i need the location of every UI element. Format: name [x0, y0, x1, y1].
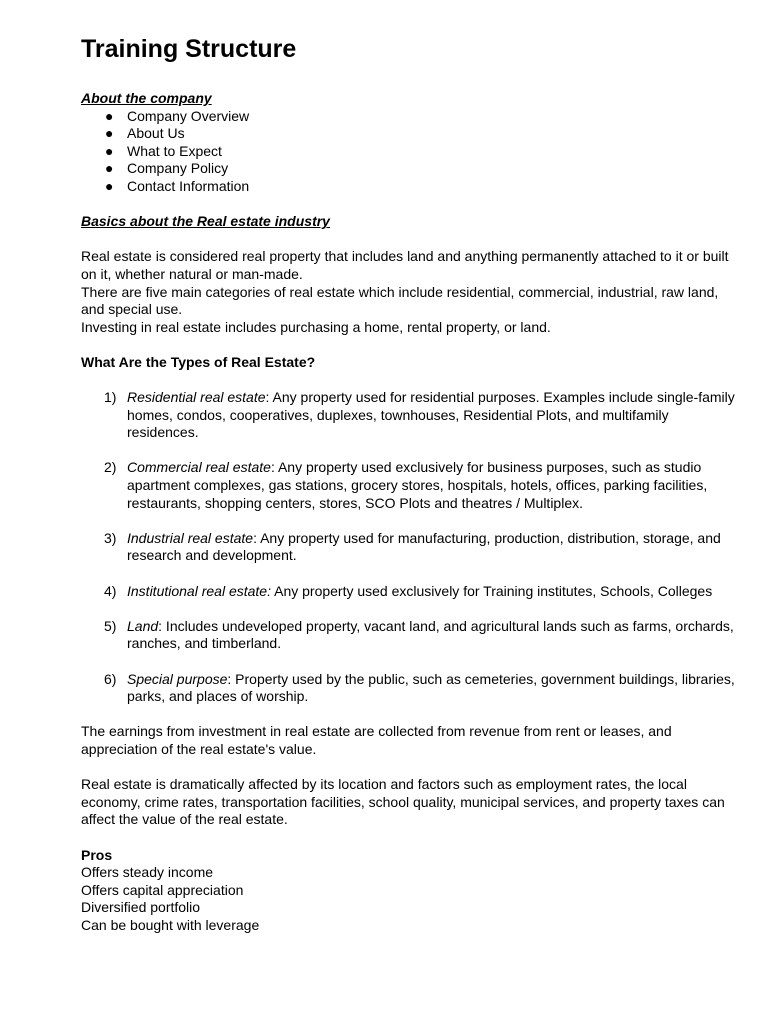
pros-heading: Pros [81, 846, 113, 863]
bullet-icon: ● [105, 107, 114, 124]
basics-heading: Basics about the Real estate industry [81, 213, 330, 230]
type-description: : Includes undeveloped property, vacant land, and agricultural lands such as farms, orchards, ranches, and timberland. [127, 617, 734, 652]
list-item: ● About Us [105, 125, 185, 142]
item-number: 5) [104, 617, 117, 634]
type-item [81, 671, 741, 706]
bullet-icon: ● [105, 177, 114, 194]
type-description: Any property used exclusively for Training institutes, Schools, Colleges [270, 582, 713, 599]
type-term: Industrial real estate [127, 529, 254, 546]
type-term: Land [127, 617, 159, 634]
type-term: Special purpose [127, 670, 228, 687]
basics-paragraph: Real estate is considered real property that includes land and anything permanently attached to it or built on it, whether natural or man-made. [81, 248, 729, 282]
earnings-paragraph: The earnings from investment in real estate are collected from revenue from rent or leases, and appreciation of the real estate's value. [81, 723, 672, 757]
type-item [81, 459, 741, 512]
bullet-icon: ● [105, 142, 114, 159]
type-description: : Any property used for manufacturing, production, distribution, storage, and research and development. [127, 529, 721, 564]
pros-item: Offers steady income [81, 864, 214, 881]
list-item: ● What to Expect [105, 142, 222, 159]
basics-paragraph: There are five main categories of real estate which include residential, commercial, industrial, raw land, and special use. [81, 283, 719, 318]
document-body [81, 33, 741, 935]
types-heading: What Are the Types of Real Estate? [81, 353, 316, 370]
basics-paragraph: Investing in real estate includes purchasing a home, rental property, or land. [81, 318, 551, 335]
list-item: ● Company Policy [105, 160, 229, 177]
type-description: : Any property used exclusively for business purposes, such as studio apartment complexes, gas stations, grocery stores, hospitals, hotels, offices, parking facilities, restaurants, shopping centers, stores, SCO Plots and theatres / Multiplex. [127, 459, 708, 511]
types-list [81, 389, 741, 706]
about-list [81, 108, 741, 196]
type-description: : Any property used for residential purposes. Examples include single-family homes, condos, cooperatives, duplexes, townhouses, Residential Plots, and multifamily residences. [127, 389, 735, 441]
type-item [81, 530, 741, 565]
type-item [81, 583, 741, 601]
item-number: 3) [104, 529, 117, 546]
list-item: ● Company Overview [105, 107, 250, 124]
page-title: Training Structure [81, 35, 297, 63]
pros-item: Offers capital appreciation [81, 881, 244, 898]
pros-item: Diversified portfolio [81, 899, 201, 916]
type-item [81, 618, 741, 653]
bullet-icon: ● [105, 160, 114, 177]
item-number: 4) [104, 582, 117, 599]
type-item [81, 389, 741, 442]
type-term: Commercial real estate [127, 459, 271, 476]
about-heading: About the company [81, 90, 212, 106]
item-number: 1) [104, 389, 117, 406]
item-number: 6) [104, 670, 117, 687]
pros-item: Can be bought with leverage [81, 916, 260, 933]
bullet-icon: ● [105, 125, 114, 142]
type-description: : Property used by the public, such as cemeteries, government buildings, libraries, parks, and places of worship. [127, 670, 735, 705]
location-paragraph: Real estate is dramatically affected by its location and factors such as employment rates, the local economy, crime rates, transportation facilities, school quality, municipal services, and property taxes can affect the value of the real estate. [81, 776, 725, 828]
item-number: 2) [104, 459, 117, 476]
type-term: Residential real estate [127, 389, 266, 406]
list-item: ● Contact Information [105, 177, 250, 194]
type-term: Institutional real estate: [127, 582, 271, 599]
